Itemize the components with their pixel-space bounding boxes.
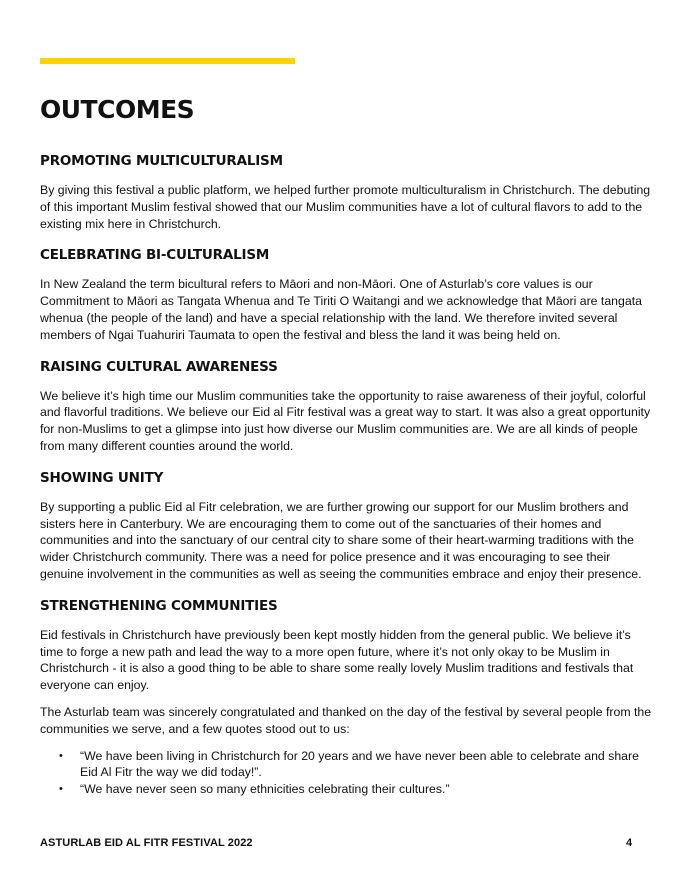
bullet-icon: •: [59, 783, 63, 796]
footer-document-title: ASTURLAB EID AL FITR FESTIVAL 2022: [40, 837, 253, 849]
closing-paragraph: The Asturlab team was sincerely congratulated and thanked on the day of the festival by several people from the communities we serve, and a few quotes stood out to us:: [40, 704, 652, 736]
accent-bar: [40, 58, 295, 64]
section-heading: RAISING CULTURAL AWARENESS: [40, 358, 278, 375]
section-heading: CELEBRATING BI-CULTURALISM: [40, 247, 270, 264]
section-body: Eid festivals in Christchurch have previously been kept mostly hidden from the general public. We believe it’s time to forge a new path and lead the way to a more open future, where it’s not only okay to be Muslim in Christchurch - it is also a good thing to be able to share some really lovely Muslim traditions and festivals that everyone can enjoy.: [40, 627, 634, 693]
section-raising-cultural-awareness: [40, 358, 652, 455]
section-body: By supporting a public Eid al Fitr celebration, we are further growing our support for our Muslim brothers and sisters here in Canterbury. We are encouraging them to come out of the sanctuaries of their homes and communities and into the sanctuary of our central city to share some of their heart-warming traditions with the wider Christchurch community. There was a need for police presence and it was encouraging to see their genuine involvement in the communities as well as seeing the communities embrace and enjoy their presence.: [40, 499, 642, 581]
page-title: OUTCOMES: [40, 95, 195, 124]
section-body: We believe it’s high time our Muslim communities take the opportunity to raise awareness of their joyful, colorful and flavorful traditions. We believe our Eid al Fitr festival was a great way to start. It was also a great opportunity for non-Muslims to get a glimpse into just how diverse our Muslim communities are. We are all kinds of people from many different counties around the world.: [40, 388, 651, 453]
quote-text: “We have never seen so many ethnicities celebrating their cultures.”: [80, 782, 450, 797]
section-body: By giving this festival a public platform, we helped further promote multiculturalism in Christchurch. The debuting of this important Muslim festival showed that our Muslim communities have a lot of cultural flavors to add to the existing mix here in Christchurch.: [40, 183, 651, 231]
section-body: In New Zealand the term bicultural refers to Māori and non-Māori. One of Asturlab’s core values is our Commitment to Māori as Tangata Whenua and Te Tiriti O Waitangi and we acknowledge that Māori are tangata whenua (the people of the land) and have a special relationship with the land. We therefore invited several members of Ngai Tuahuriri Taumata to open the festival and bless the land it was being held on.: [40, 277, 642, 342]
bullet-icon: •: [59, 749, 63, 762]
quotes-list: [40, 748, 652, 798]
quote-text: “We have been living in Christchurch for 20 years and we have never been able to celebrate and share Eid Al Fitr the way we did today!”.: [80, 748, 639, 780]
section-heading: SHOWING UNITY: [40, 469, 164, 486]
section-heading: STRENGTHENING COMMUNITIES: [40, 597, 278, 614]
list-item: [40, 748, 652, 782]
section-heading: PROMOTING MULTICULTURALISM: [40, 153, 283, 169]
section-promoting-multiculturalism: [40, 152, 652, 232]
section-celebrating-biculturalism: [40, 246, 652, 343]
page-content: [40, 94, 652, 798]
section-showing-unity: [40, 469, 652, 583]
page-number: 4: [626, 837, 633, 849]
section-strengthening-communities: [40, 597, 652, 694]
list-item: [40, 781, 652, 798]
